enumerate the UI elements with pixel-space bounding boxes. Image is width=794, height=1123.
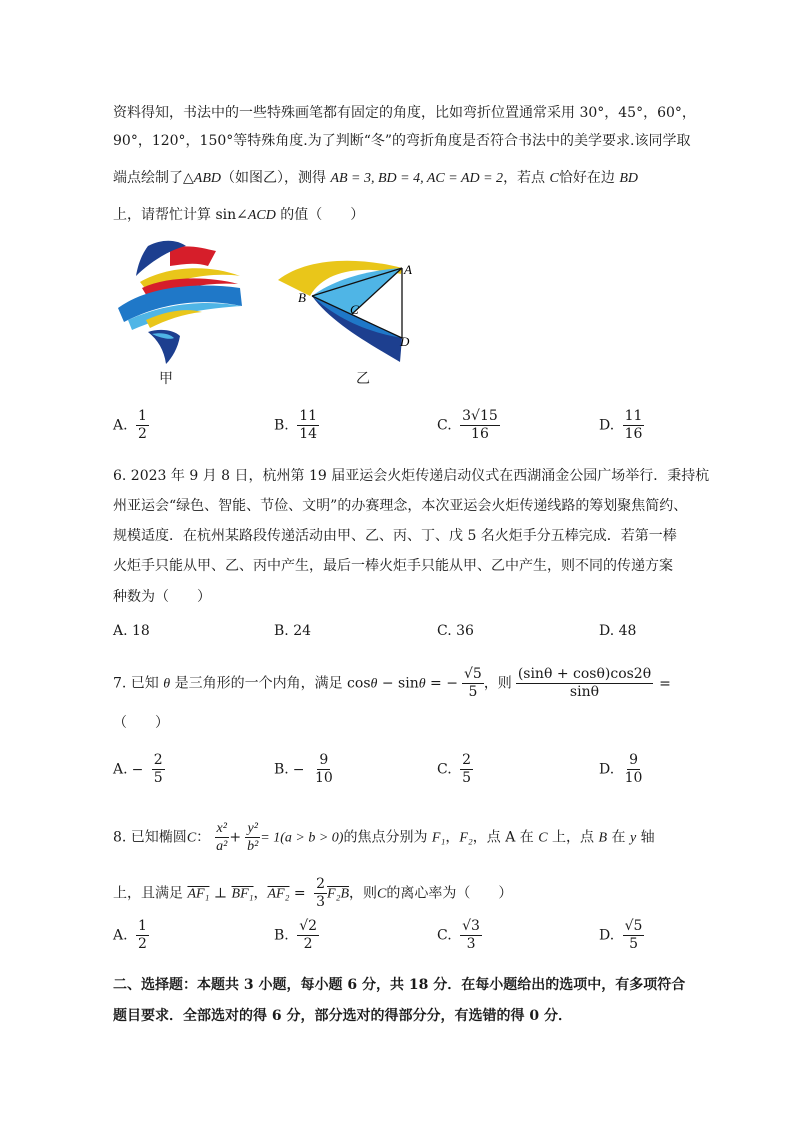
p6-option-d[interactable]: D. 48: [599, 623, 637, 639]
vector-af1: AF₁: [187, 886, 210, 902]
fraction: [460, 918, 482, 953]
denominator: 5: [629, 936, 639, 952]
fraction: [214, 820, 229, 855]
p7-text: 是三角形的一个内角，满足 cos: [170, 675, 371, 692]
option-letter: D.: [599, 417, 615, 434]
denominator: 5: [462, 770, 472, 786]
numerator: √3: [462, 918, 480, 934]
p5-option-a[interactable]: [113, 408, 149, 443]
p5-option-c[interactable]: [437, 408, 500, 443]
option-letter: D.: [599, 761, 615, 778]
p5-point-c: C: [549, 171, 559, 186]
denominator: sinθ: [569, 684, 600, 700]
theta: θ: [370, 676, 378, 692]
fraction: [460, 752, 473, 787]
figure-caption-jia: 甲: [159, 371, 173, 387]
ellipse-c: C: [538, 830, 548, 846]
label-c: C: [350, 302, 359, 317]
denominator: 5: [468, 684, 478, 700]
denominator: 5: [153, 770, 163, 786]
p6-option-c[interactable]: C. 36: [437, 623, 474, 639]
p8-option-c[interactable]: [437, 918, 482, 953]
denominator: 14: [299, 426, 318, 442]
p5-text: ，若点: [503, 170, 550, 186]
p5-angle: ACD: [247, 208, 276, 223]
vector-bf1: BF₁: [231, 886, 254, 902]
figure-yi-triangle: [276, 252, 426, 367]
p8-text: 轴: [636, 829, 655, 846]
fraction: [623, 752, 645, 787]
p7-text: = −: [425, 675, 458, 692]
theta: θ: [418, 676, 426, 692]
p5-triangle-name: ABD: [193, 171, 221, 186]
numerator: (sinθ + cosθ)cos2θ: [517, 666, 652, 682]
option-letter: C.: [437, 417, 452, 434]
p8-text: ，: [253, 885, 268, 902]
p6-option-a[interactable]: A. 18: [113, 623, 150, 639]
p8-text: 的离心率为（ ）: [386, 885, 513, 902]
p8-text: ：: [196, 829, 211, 846]
fraction: [623, 918, 645, 953]
equals-sign: =: [289, 885, 311, 902]
numerator: 1: [138, 918, 147, 934]
focus-f1: F₁: [431, 830, 446, 846]
figure-jia-logo: [108, 236, 248, 366]
p8-text: ，点 A 在: [472, 829, 539, 846]
p6-line4: 火炬手只能从甲、乙、丙中产生，最后一棒火炬手只能从甲、乙中产生，则不同的传递方案: [113, 558, 673, 574]
minus-sign: −: [292, 761, 305, 778]
p5-text: 恰好在边: [558, 170, 620, 186]
option-letter: A.: [113, 761, 128, 778]
fraction: [297, 918, 319, 953]
label-d: D: [400, 334, 410, 349]
numerator: 2: [153, 752, 163, 768]
fraction: [460, 408, 500, 443]
p7-text: − sin: [377, 675, 419, 692]
fraction: [314, 876, 327, 911]
numerator: 9: [319, 752, 329, 768]
ellipse-c: C: [186, 830, 197, 846]
p5-line1: 资料得知，书法中的一些特殊画笔都有固定的角度，比如弯折位置通常采用 30°，45°，60°，: [113, 105, 696, 121]
ellipse-c: C: [377, 886, 387, 902]
numerator: 3√15: [462, 408, 498, 424]
vector-f2b: F₂B: [327, 886, 350, 902]
p6-line5: 种数为（ ）: [113, 589, 211, 605]
option-letter: B.: [274, 761, 289, 778]
focus-f2: F₂: [459, 830, 473, 846]
p6-line3: 规模适度．在杭州某路段传递活动由甲、乙、丙、丁、戊 5 名火炬手分五棒完成．若第一棒: [113, 528, 677, 544]
p7-paren: （ ）: [113, 715, 169, 731]
p8-text: 上，点: [547, 829, 599, 846]
option-letter: B.: [274, 927, 289, 944]
numerator: x²: [216, 821, 227, 836]
fraction: [462, 666, 484, 701]
numerator: √2: [299, 918, 318, 934]
p5-text: 端点绘制了△: [113, 170, 194, 186]
numerator: √5: [463, 666, 482, 682]
p5-line3: [113, 168, 638, 189]
p8-text: ，: [445, 829, 460, 846]
p5-text: （如图乙），测得: [221, 170, 331, 186]
fraction: [136, 918, 149, 953]
fraction: [152, 752, 165, 787]
p5-line4: [113, 205, 364, 226]
figure-caption-yi: 乙: [356, 371, 370, 387]
p7-text: ，则: [483, 675, 512, 692]
p8-option-b[interactable]: [274, 918, 319, 953]
denominator: 2: [303, 936, 313, 952]
y-axis: y: [629, 830, 637, 846]
p7-text: 7. 已知: [113, 675, 164, 692]
denominator: 2: [138, 426, 147, 442]
equals-sign: =: [659, 675, 671, 692]
p8-text: ，则: [349, 885, 378, 902]
vector-af2: AF₂: [267, 886, 290, 902]
section2-heading-line1: 二、选择题：本题共 3 小题，每小题 6 分，共 18 分．在每小题给出的选项中，有多项符合: [113, 977, 686, 993]
denominator: 10: [624, 770, 643, 786]
numerator: 9: [629, 752, 639, 768]
label-a: A: [404, 262, 412, 277]
p8-line1: [113, 820, 655, 855]
option-letter: A.: [113, 417, 128, 434]
section2-heading-line2: 题目要求．全部选对的得 6 分，部分选对的得部分分，有选错的得 0 分．: [113, 1008, 572, 1024]
label-b: B: [298, 290, 306, 305]
option-letter: D.: [599, 927, 615, 944]
option-letter: B.: [274, 417, 289, 434]
denominator: 16: [624, 426, 643, 442]
p7-option-a[interactable]: [113, 752, 165, 787]
denominator: a²: [216, 839, 228, 854]
numerator: 11: [299, 408, 318, 424]
denominator: 3: [316, 894, 326, 910]
p7-option-b[interactable]: [274, 752, 335, 787]
minus-sign: −: [131, 761, 144, 778]
plus-sign: +: [229, 829, 242, 846]
logo-red-stroke: [170, 246, 216, 266]
p8-option-a[interactable]: [113, 918, 149, 953]
point-b: B: [598, 830, 608, 846]
numerator: 2: [316, 876, 326, 892]
fraction: [297, 408, 319, 443]
option-letter: C.: [437, 927, 452, 944]
p8-text: 在: [607, 829, 630, 846]
p7-option-c[interactable]: [437, 752, 473, 787]
p7-line1: [113, 666, 671, 701]
p8-line2: [113, 876, 512, 911]
numerator: √5: [624, 918, 643, 934]
p6-option-b[interactable]: B. 24: [274, 623, 312, 639]
fraction: [516, 666, 653, 701]
denominator: 16: [471, 426, 489, 442]
numerator: y²: [247, 821, 258, 836]
fraction: [313, 752, 335, 787]
p5-option-d[interactable]: [599, 408, 644, 443]
p5-text: 的值（ ）: [275, 207, 365, 223]
p7-option-d[interactable]: [599, 752, 644, 787]
p5-text: 上，请帮忙计算 sin∠: [113, 207, 248, 223]
denominator: 10: [314, 770, 333, 786]
p8-text: 8. 已知椭圆: [113, 829, 187, 846]
p8-text: 上，且满足: [113, 885, 188, 902]
p5-option-b[interactable]: [274, 408, 319, 443]
p5-measurements: AB = 3, BD = 4, AC = AD = 2: [330, 171, 504, 186]
denominator: 3: [466, 936, 476, 952]
option-letter: A.: [113, 927, 128, 944]
fraction: [245, 820, 260, 855]
denominator: 2: [138, 936, 147, 952]
p6-line2: 州亚运会“绿色、智能、节俭、文明”的办赛理念，本次亚运会火炬传递线路的筹划聚焦简约、: [113, 498, 688, 514]
option-letter: C.: [437, 761, 452, 778]
fraction: [623, 408, 645, 443]
ellipse-condition: = 1(a > b > 0): [260, 830, 344, 846]
theta: θ: [163, 676, 171, 692]
perp-sign: ⊥: [209, 885, 232, 902]
p6-line1: 6. 2023 年 9 月 8 日，杭州第 19 届亚运会火炬传递启动仪式在西湖涌金公园广场举行．秉持杭: [113, 468, 710, 484]
numerator: 11: [624, 408, 643, 424]
numerator: 2: [462, 752, 472, 768]
p5-edge-bd: BD: [619, 171, 638, 186]
p8-option-d[interactable]: [599, 918, 644, 953]
numerator: 1: [138, 408, 147, 424]
denominator: b²: [247, 839, 259, 854]
fraction: [136, 408, 149, 443]
p5-line2: 90°，120°，150°等特殊角度.为了判断“冬”的弯折角度是否符合书法中的美学要求.该同学取: [113, 133, 691, 149]
p8-text: 的焦点分别为: [343, 829, 432, 846]
